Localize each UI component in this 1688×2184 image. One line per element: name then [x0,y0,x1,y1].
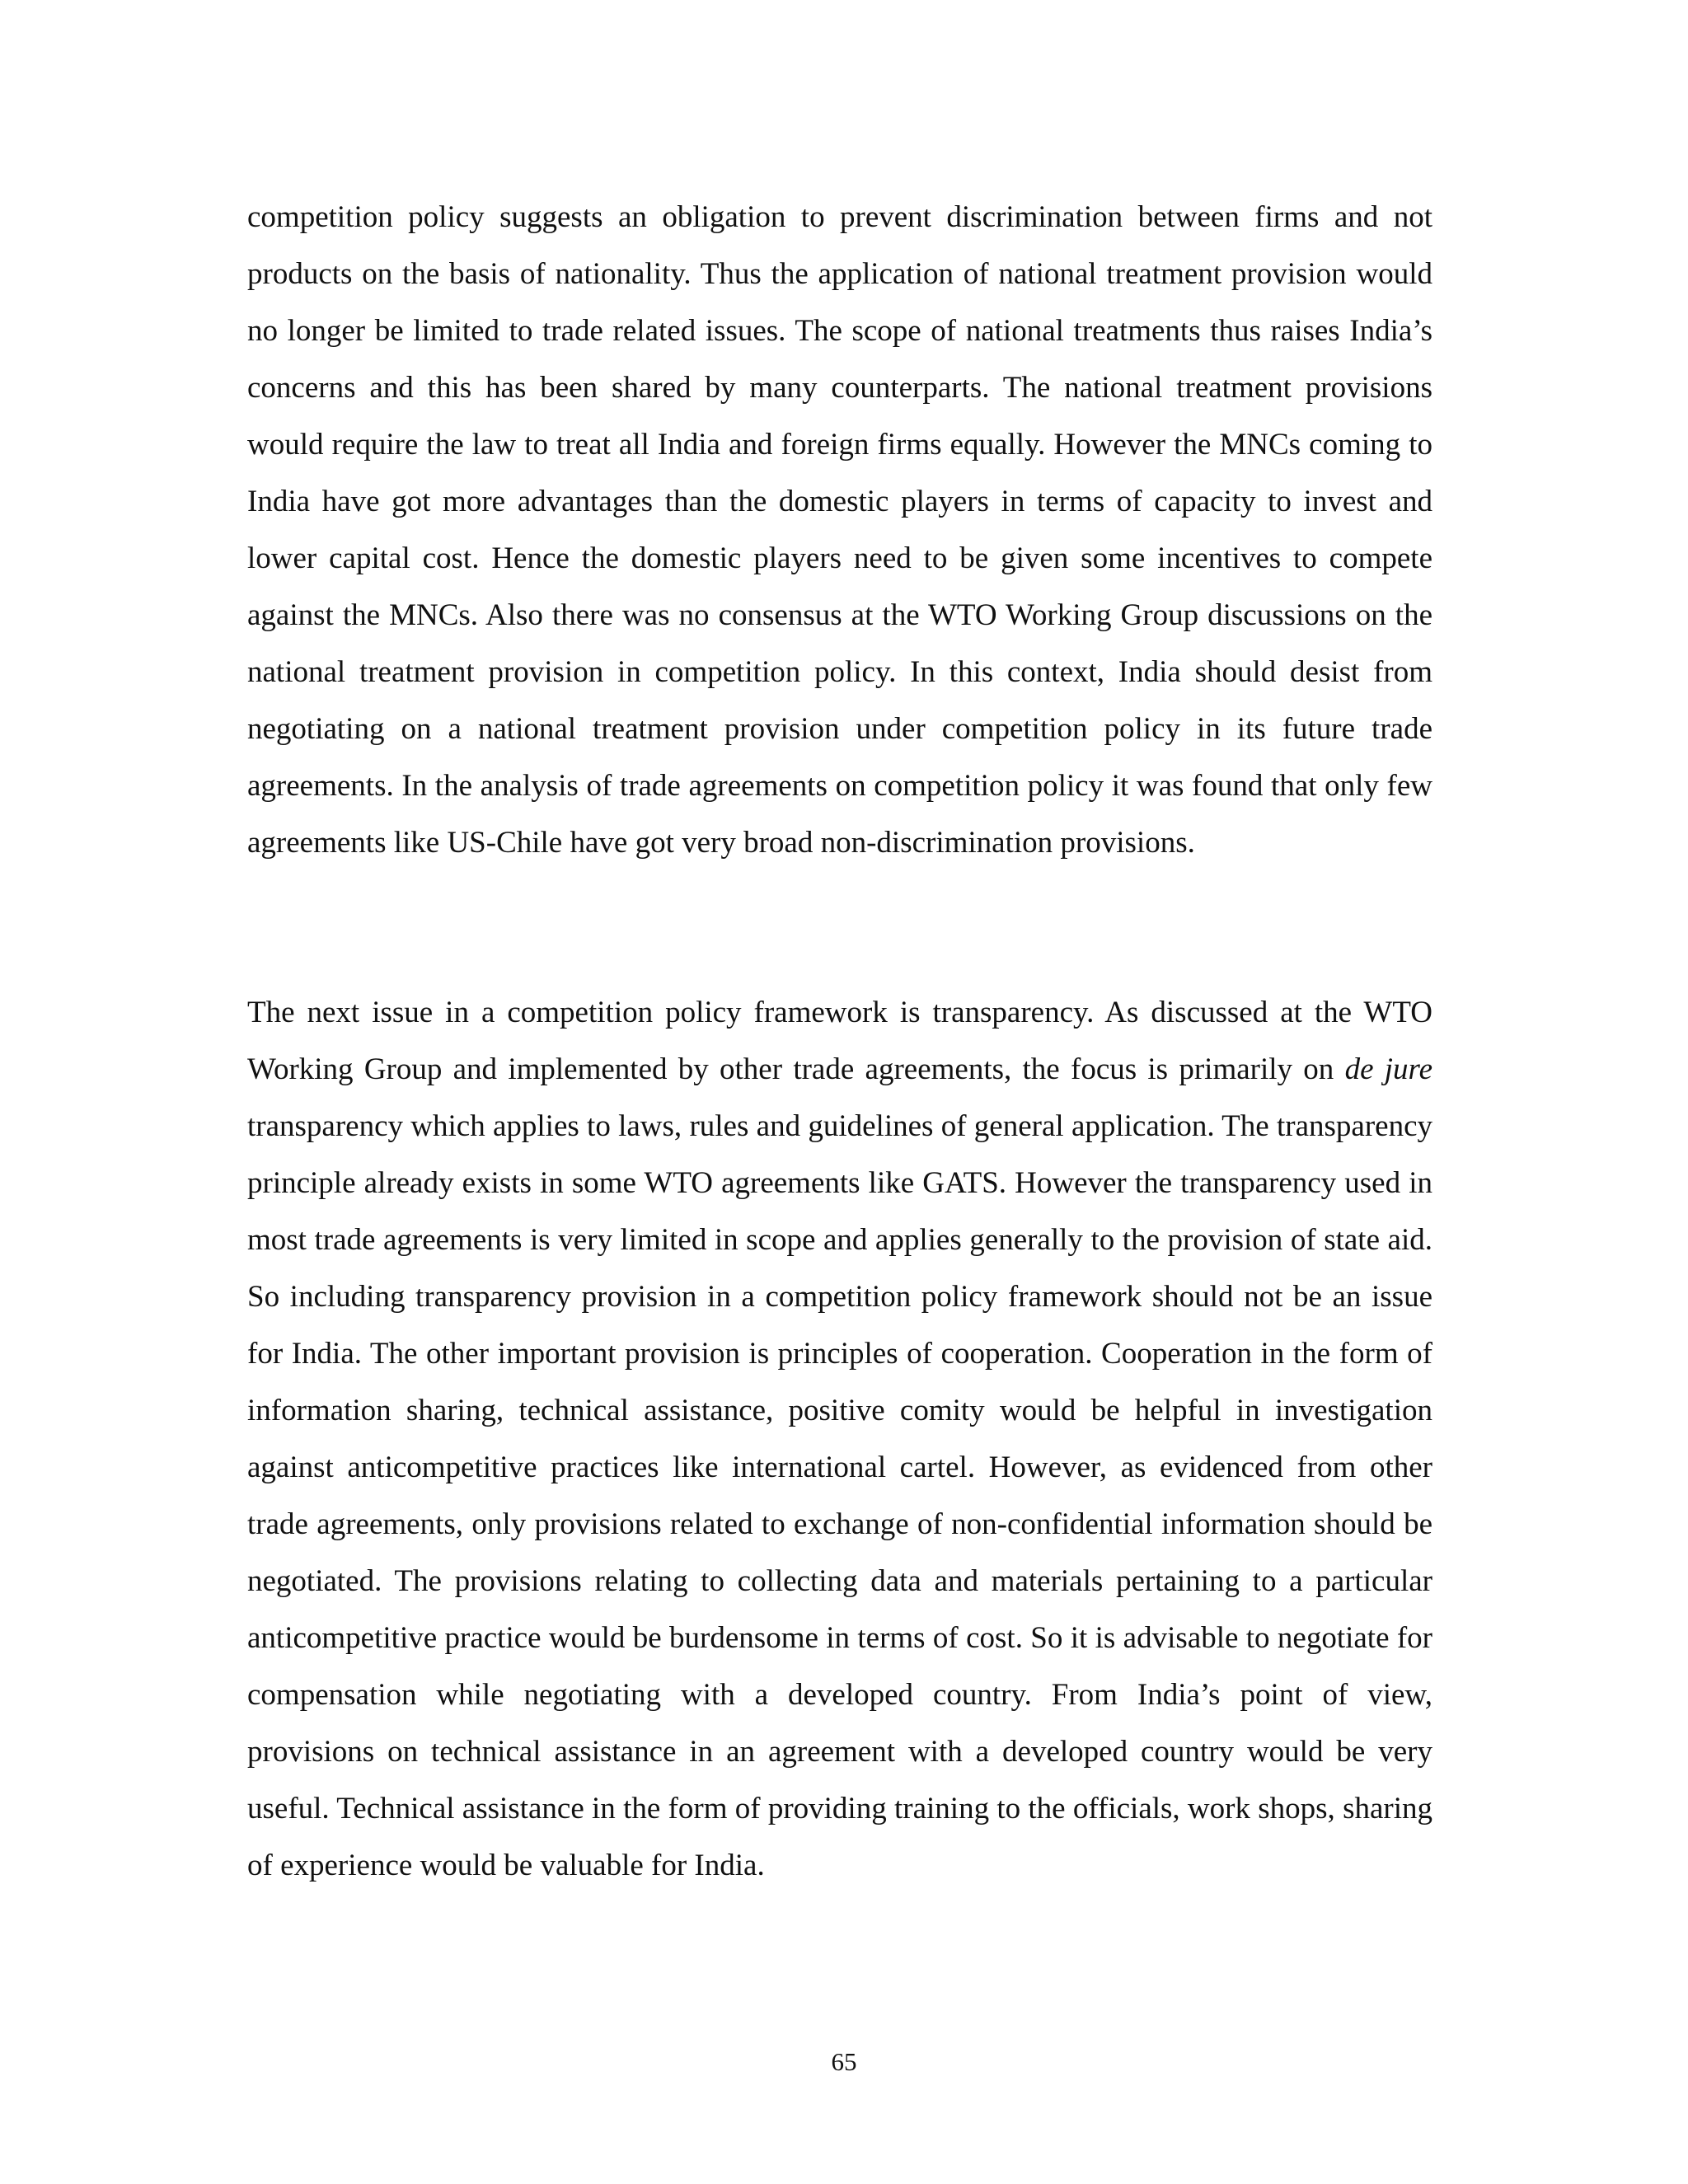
paragraph-text-end: transparency which applies to laws, rules and guidelines of general application. The transparency principle already exists in some WTO agreements like GATS. However the transparency used in most trade agreements is very limited in scope and applies generally to the provision of state aid. So including transparency provision in a competition policy framework should not be an issue for India. The other important provision is principles of cooperation. Cooperation in the form of information sharing, technical assistance, positive comity would be helpful in investigation against anticompetitive practices like international cartel. However, as evidenced from other trade agreements, only provisions related to exchange of non-confidential information should be negotiated. The provisions relating to collecting data and materials pertaining to a particular anticompetitive practice would be burdensome in terms of cost. So it is advisable to negotiate for compensation while negotiating with a developed country. From India’s point of view, provisions on technical assistance in an agreement with a developed country would be very useful. Technical assistance in the form of providing training to the officials, work shops, sharing of experience would be valuable for India. [247,1109,1432,1882]
paragraph-transparency [247,984,1432,1894]
page-number: 65 [831,2047,857,2076]
paragraph-text: competition policy suggests an obligation to prevent discrimination between firms and not products on the basis of nationality. Thus the application of national treatment provision would no longer be limited to trade related issues. The scope of national treatments thus raises India’s concerns and this has been shared by many counterparts. The national treatment provisions would require the law to treat all India and foreign firms equally. However the MNCs coming to India have got more advantages than the domestic players in terms of capacity to invest and lower capital cost. Hence the domestic players need to be given some incentives to compete against the MNCs. Also there was no consensus at the WTO Working Group discussions on the national treatment provision in competition policy. In this context, India should desist from negotiating on a national treatment provision under competition policy in its future trade agreements. In the analysis of trade agreements on competition policy it was found that only few agreements like US-Chile have got very broad non-discrimination provisions. [247,200,1432,860]
paragraph-text [247,984,1432,1894]
paragraph-national-treatment [247,189,1432,871]
paragraph-text-start: The next issue in a competition policy framework is transparency. As discussed at the WTO Working Group and implemented by other trade agreements, the focus is primarily on [247,996,1432,1086]
italic-term: de jure [1344,1052,1432,1086]
